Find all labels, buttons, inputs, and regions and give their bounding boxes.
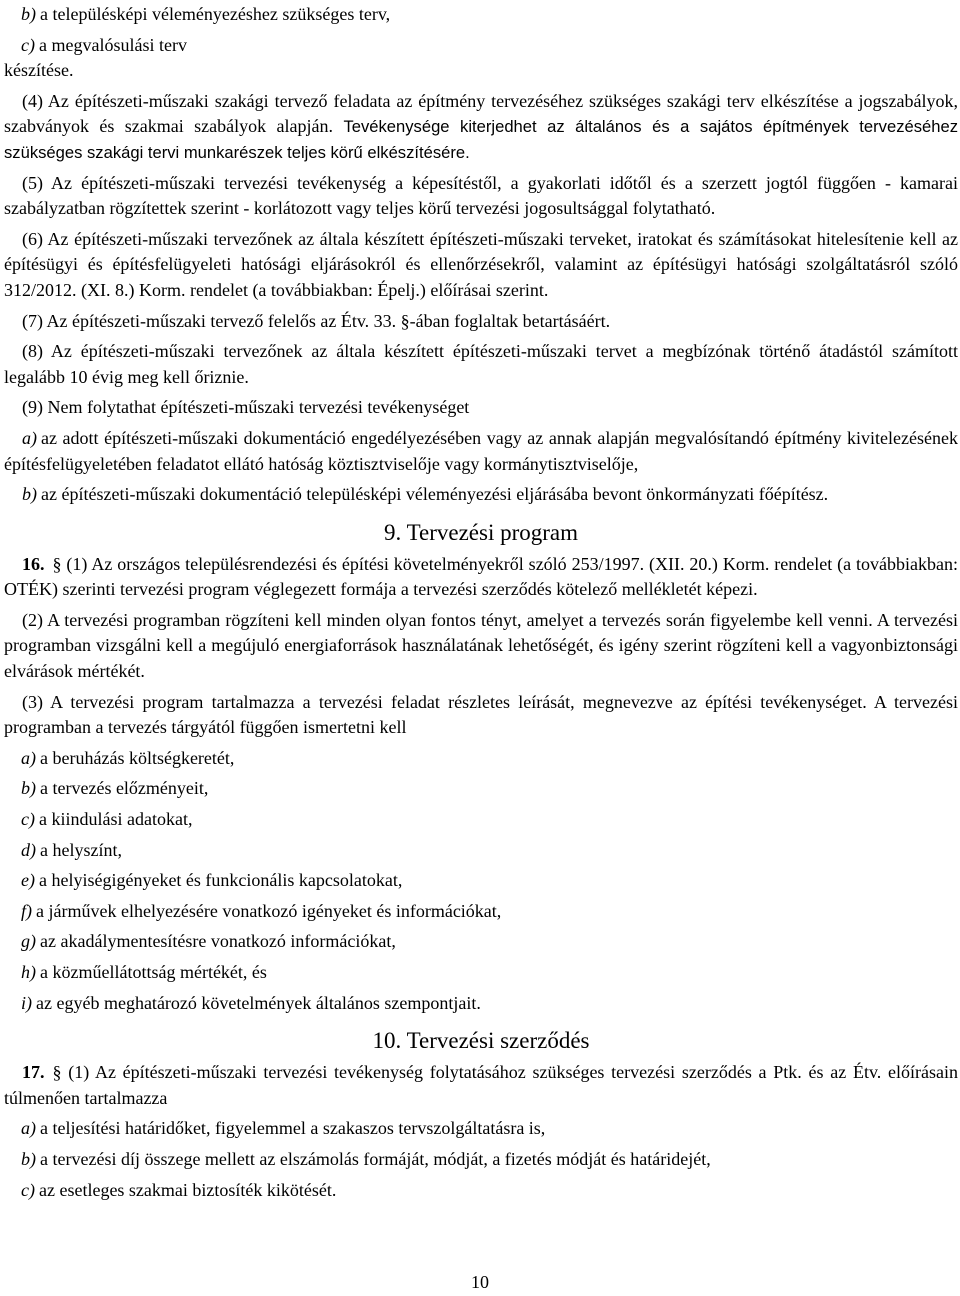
list-item: b) a településképi véleményezéshez szükséges terv, — [21, 4, 391, 24]
section-number: 17. — [22, 1062, 45, 1083]
section-16-paragraph-3: (3) A tervezési program tartalmazza a tervezési feladat részletes leírását, megnevezve az építési tevékenységet. A tervezési programban a tervezés tárgyától függően ismertetni kell — [4, 691, 958, 738]
paragraph-8: (8) Az építészeti-műszaki tervezőnek az általa készített építészeti-műszaki tervet a megbízónak történő átadástól számított legalább 10 évig meg kell őriznie. — [4, 341, 958, 387]
paragraph: készítése. — [4, 60, 74, 81]
paragraph-6: (6) Az építészeti-műszaki tervezőnek az általa készített építészeti-műszaki terveket, iratokat és számításokat hitelesítenie kell az építésügyi és építésfelügyeleti hatósági eljárásokról és ellenőrzésekről, valamint az építésügyi hatósági szolgáltatásról szóló 312/2012. (XI. 8.) Korm. rendelet (a továbbiakban: Épelj.) előírásai szerint. — [4, 228, 958, 300]
list-item: d) a helyszínt, — [21, 839, 122, 860]
paragraph-4: (4) Az építészeti-műszaki szakági tervező feladata az építmény tervezéséhez szükséges szakági terv elkészítése a jogszabályok, szabványok és szakmai szabályok alapján. Tevékenysége kiterjedhet az általános és a sajátos építmények tervezéséhez szükséges szakági tervi munkarészek teljes körű elkészítésére. — [4, 90, 959, 162]
list-item: c) az esetleges szakmai biztosíték kikötését. — [21, 1179, 337, 1200]
section-17-paragraph-1: 17. § (1) Az építészeti-műszaki tervezési tevékenység folytatásához szükséges tervezési szerződés a Ptk. és az Étv. előírásain túlmenően tartalmazza — [4, 1062, 958, 1108]
section-number: 16. — [22, 553, 45, 574]
list-item: a) a teljesítési határidőket, figyelemmel a szakaszos tervszolgáltatásra is, — [21, 1118, 546, 1139]
list-item: e) a helyiségigényeket és funkcionális kapcsolatokat, — [21, 870, 403, 891]
list-item: i) az egyéb meghatározó követelmények általános szempontjait. — [21, 992, 481, 1013]
section-heading-10: 10. Tervezési szerződés — [372, 1028, 590, 1054]
list-item: c) a megvalósulási terv — [21, 34, 187, 55]
paragraph-9: (9) Nem folytathat építészeti-műszaki tervezési tevékenységet — [22, 397, 470, 418]
list-item: g) az akadálymentesítésre vonatkozó információkat, — [21, 931, 396, 952]
section-16-paragraph-1: 16. § (1) Az országos településrendezési és építési követelményekről szóló 253/1997. (XII. 20.) Korm. rendelet (a továbbiakban: OTÉK) szerinti tervezési program véglegezett formája a tervezési szerződés kötelező mellékletét képezi. — [4, 553, 958, 600]
list-item: a) az adott építészeti-műszaki dokumentáció engedélyezésében vagy az annak alapján megvalósítandó építmény kivitelezésének építésfelügyeletében feladatot ellátó hatóság köztisztviselője vagy kormánytisztviselője, — [4, 427, 958, 474]
list-item: b) az építészeti-műszaki dokumentáció településképi véleményezési eljárásába bevont önkormányzati főépítész. — [22, 484, 829, 505]
list-item: c) a kiindulási adatokat, — [21, 809, 193, 830]
list-item: b) a tervezés előzményeit, — [21, 778, 209, 799]
list-item: f) a járművek elhelyezésére vonatkozó igényeket és információkat, — [21, 900, 502, 921]
section-16-paragraph-2: (2) A tervezési programban rögzíteni kell minden olyan fontos tényt, amelyet a tervezés során figyelembe kell venni. A tervezési programban vizsgálni kell a megújuló energiaforrások használatának lehetőségét, és igény szerint rögzíteni kell a vagyonbiztonsági elvárások mértékét. — [4, 609, 958, 682]
page-number: 10 — [471, 1272, 489, 1292]
section-heading-9: 9. Tervezési program — [383, 519, 579, 545]
list-item: a) a beruházás költségkeretét, — [21, 747, 235, 768]
list-item: b) a tervezési díj összege mellett az elszámolás formáját, módját, a fizetés módját és határidejét, — [21, 1148, 711, 1169]
paragraph-5: (5) Az építészeti-műszaki tervezési tevékenység a képesítéstől, a gyakorlati időtől és a szerzett jogtól függően - kamarai szabályzatban rögzítettek szerint - korlátozott vagy teljes körű tervezési jogosultsággal folytatható. — [4, 172, 958, 219]
list-item: h) a közműellátottság mértékét, és — [21, 962, 267, 982]
paragraph-7: (7) Az építészeti-műszaki tervező felelős az Étv. 33. §-ában foglaltak betartásáért. — [22, 310, 611, 331]
document-page — [4, 2, 958, 1203]
